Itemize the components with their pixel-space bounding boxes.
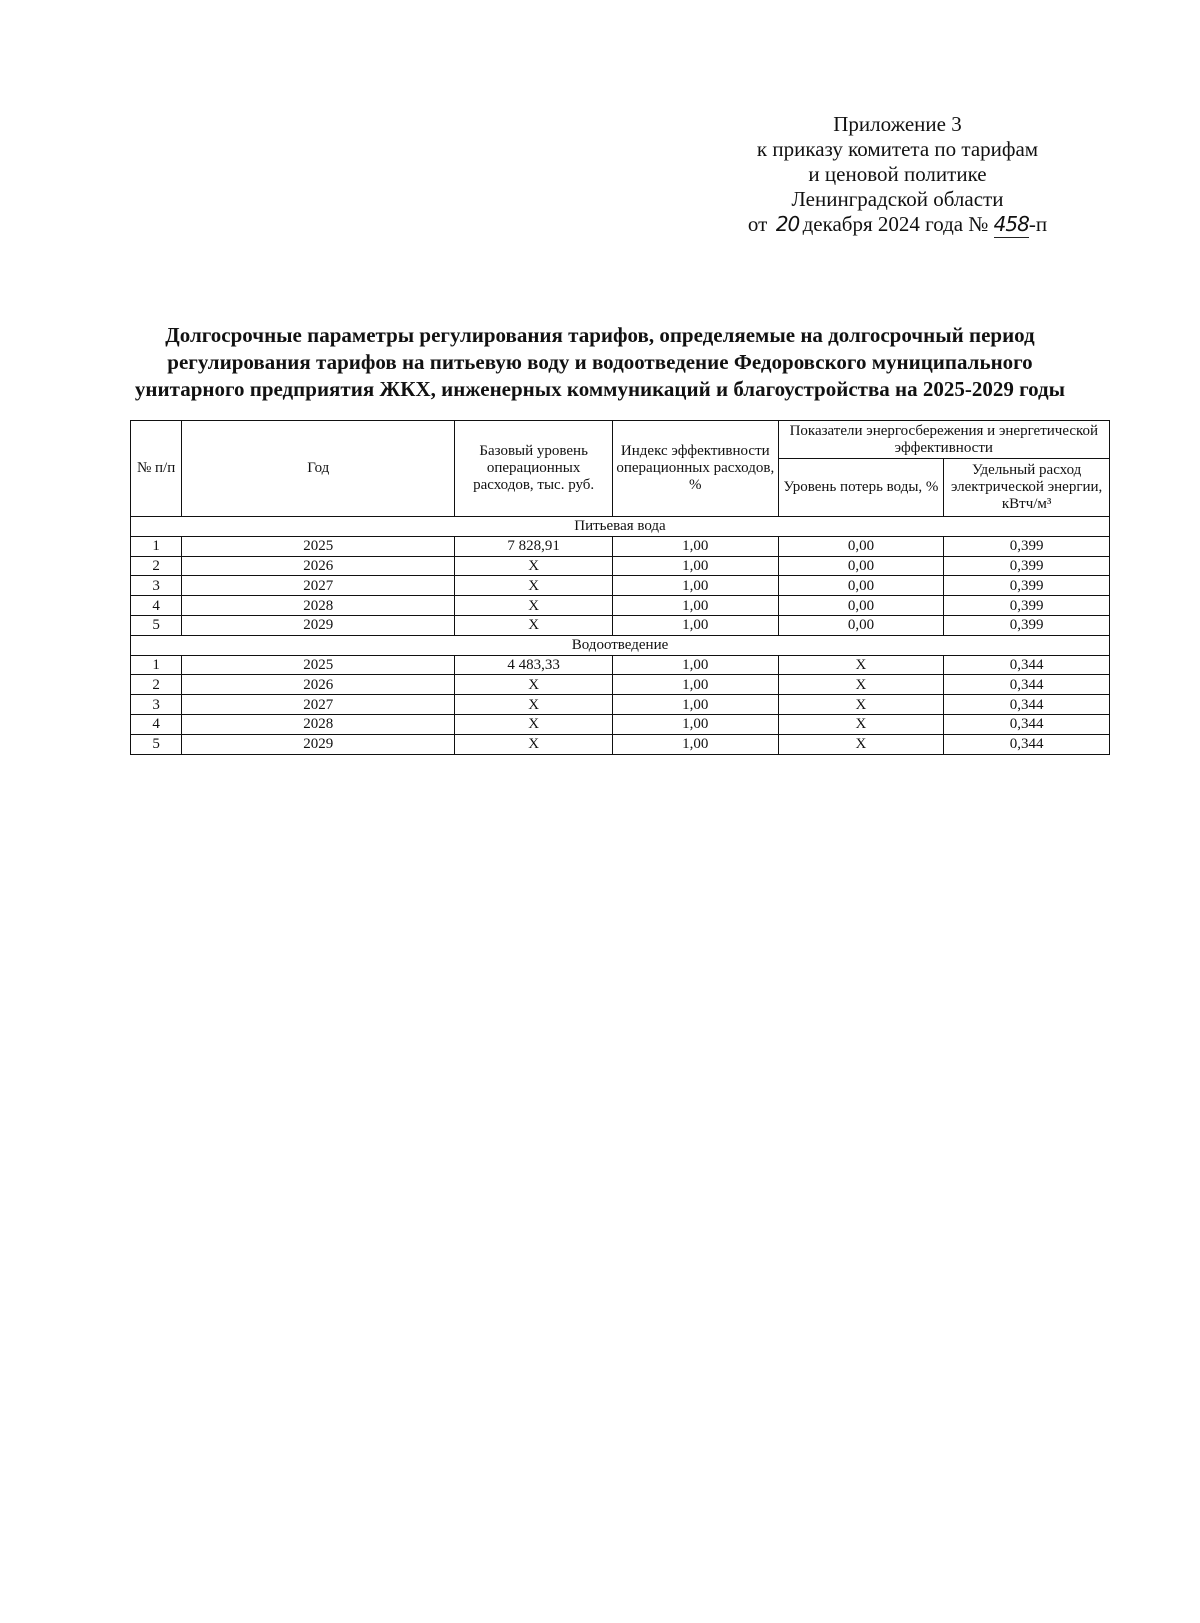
water-loss-cell: X	[778, 675, 944, 695]
energy-consumption-cell: 0,344	[944, 695, 1110, 715]
title-line-1: Долгосрочные параметры регулирования тарифов, определяемые на долгосрочный период	[165, 323, 1035, 347]
water-loss-cell: X	[778, 695, 944, 715]
header-row-number: № п/п	[131, 421, 182, 517]
year-cell: 2028	[182, 714, 455, 734]
title-line-3: унитарного предприятия ЖКХ, инженерных коммуникаций и благоустройства на 2025-2029 годы	[134, 377, 1066, 401]
water-loss-cell: 0,00	[778, 576, 944, 596]
table-row	[131, 655, 1110, 675]
appendix-block	[700, 112, 1095, 238]
row-number-cell: 4	[131, 596, 182, 616]
energy-consumption-cell: 0,399	[944, 576, 1110, 596]
date-prefix: от	[747, 212, 768, 236]
appendix-label: Приложение 3	[833, 112, 962, 136]
table-row	[131, 596, 1110, 616]
efficiency-index-cell: 1,00	[612, 596, 778, 616]
year-cell: 2027	[182, 695, 455, 715]
handwritten-day: 20	[775, 212, 800, 236]
energy-consumption-cell: 0,399	[944, 536, 1110, 556]
base-expenses-cell: X	[455, 734, 613, 754]
energy-consumption-cell: 0,399	[944, 596, 1110, 616]
water-loss-cell: X	[778, 734, 944, 754]
row-number-cell: 5	[131, 734, 182, 754]
appendix-committee: и ценовой политике	[808, 162, 987, 186]
row-number-cell: 2	[131, 675, 182, 695]
base-expenses-cell: 4 483,33	[455, 655, 613, 675]
table-row	[131, 675, 1110, 695]
base-expenses-cell: X	[455, 596, 613, 616]
section-row	[131, 517, 1110, 537]
appendix-date-line	[700, 212, 1095, 238]
header-energy-group: Показатели энергосбережения и энергетической эффективности	[778, 421, 1109, 459]
efficiency-index-cell: 1,00	[612, 714, 778, 734]
water-loss-cell: X	[778, 655, 944, 675]
table-row	[131, 536, 1110, 556]
handwritten-order-number: 458	[993, 212, 1029, 236]
header-year: Год	[182, 421, 455, 517]
efficiency-index-cell: 1,00	[612, 556, 778, 576]
energy-consumption-cell: 0,344	[944, 655, 1110, 675]
document-title	[70, 322, 1130, 403]
base-expenses-cell: X	[455, 615, 613, 635]
efficiency-index-cell: 1,00	[612, 615, 778, 635]
year-cell: 2025	[182, 655, 455, 675]
water-loss-cell: 0,00	[778, 596, 944, 616]
header-efficiency-index: Индекс эффективности операционных расходов, %	[612, 421, 778, 517]
table-row	[131, 615, 1110, 635]
section-title: Питьевая вода	[131, 517, 1110, 537]
appendix-region: Ленинградской области	[791, 187, 1004, 211]
water-loss-cell: 0,00	[778, 556, 944, 576]
row-number-cell: 3	[131, 576, 182, 596]
efficiency-index-cell: 1,00	[612, 695, 778, 715]
title-line-2: регулирования тарифов на питьевую воду и водоотведение Федоровского муниципального	[167, 350, 1033, 374]
energy-consumption-cell: 0,344	[944, 675, 1110, 695]
water-loss-cell: 0,00	[778, 615, 944, 635]
year-cell: 2029	[182, 734, 455, 754]
row-number-cell: 3	[131, 695, 182, 715]
table-row	[131, 695, 1110, 715]
date-rest: декабря 2024 года №	[802, 212, 989, 236]
row-number-cell: 1	[131, 536, 182, 556]
table-header	[131, 421, 1110, 517]
section-row	[131, 635, 1110, 655]
order-suffix: -п	[1028, 212, 1048, 236]
header-water-loss: Уровень потерь воды, %	[778, 459, 944, 517]
base-expenses-cell: X	[455, 576, 613, 596]
year-cell: 2029	[182, 615, 455, 635]
section-title: Водоотведение	[131, 635, 1110, 655]
year-cell: 2026	[182, 675, 455, 695]
row-number-cell: 2	[131, 556, 182, 576]
base-expenses-cell: X	[455, 675, 613, 695]
header-base-expenses: Базовый уровень операционных расходов, тыс. руб.	[455, 421, 613, 517]
energy-consumption-cell: 0,344	[944, 734, 1110, 754]
year-cell: 2028	[182, 596, 455, 616]
row-number-cell: 1	[131, 655, 182, 675]
energy-consumption-cell: 0,399	[944, 615, 1110, 635]
efficiency-index-cell: 1,00	[612, 536, 778, 556]
table-row	[131, 576, 1110, 596]
efficiency-index-cell: 1,00	[612, 655, 778, 675]
year-cell: 2027	[182, 576, 455, 596]
table-row	[131, 714, 1110, 734]
base-expenses-cell: X	[455, 695, 613, 715]
appendix-order-ref: к приказу комитета по тарифам	[756, 137, 1039, 161]
table-row	[131, 734, 1110, 754]
tariff-parameters-table	[130, 420, 1110, 755]
year-cell: 2026	[182, 556, 455, 576]
base-expenses-cell: 7 828,91	[455, 536, 613, 556]
base-expenses-cell: X	[455, 556, 613, 576]
table-row	[131, 556, 1110, 576]
efficiency-index-cell: 1,00	[612, 734, 778, 754]
base-expenses-cell: X	[455, 714, 613, 734]
table-body	[131, 517, 1110, 755]
efficiency-index-cell: 1,00	[612, 675, 778, 695]
year-cell: 2025	[182, 536, 455, 556]
row-number-cell: 5	[131, 615, 182, 635]
energy-consumption-cell: 0,399	[944, 556, 1110, 576]
energy-consumption-cell: 0,344	[944, 714, 1110, 734]
water-loss-cell: X	[778, 714, 944, 734]
header-energy-consumption: Удельный расход электрической энергии, кВтч/м³	[944, 459, 1110, 517]
row-number-cell: 4	[131, 714, 182, 734]
water-loss-cell: 0,00	[778, 536, 944, 556]
efficiency-index-cell: 1,00	[612, 576, 778, 596]
